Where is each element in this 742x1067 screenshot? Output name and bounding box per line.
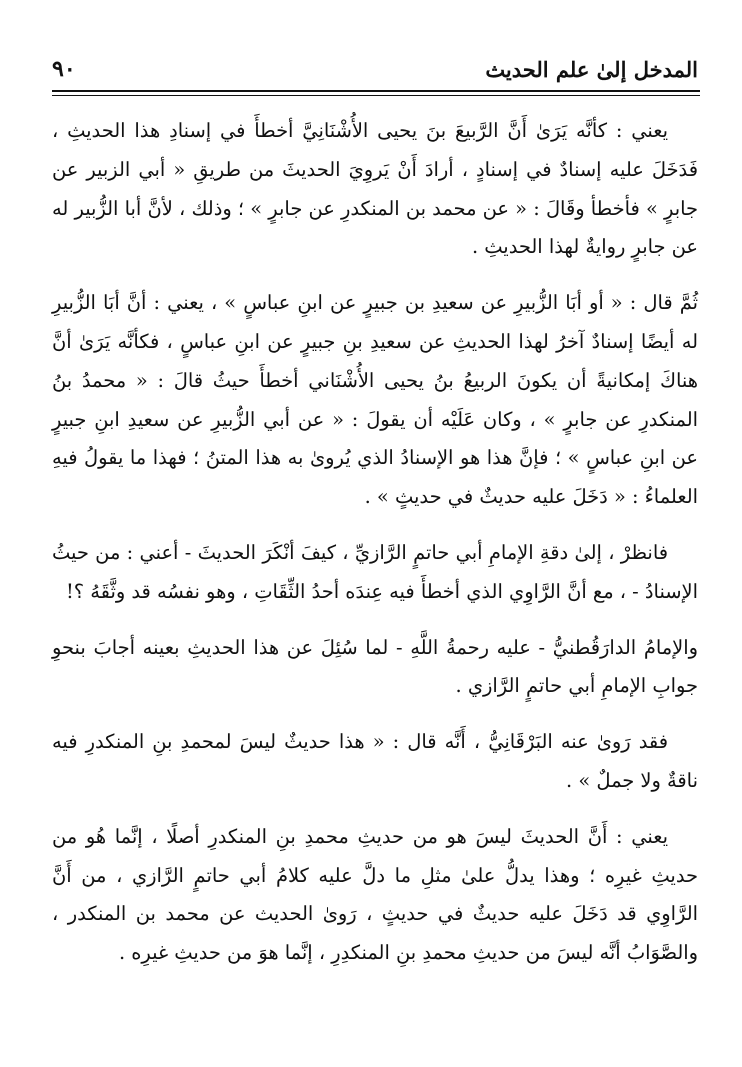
page-body (52, 112, 698, 990)
header-rule-thick (52, 90, 700, 92)
paragraph-3: فانظرْ ، إلىٰ دقةِ الإمامِ أبي حاتمٍ الرَّازيِّ ، كيفَ أنْكَرَ الحديثَ - أعني : من حيثُ الإسنادُ - ، مع أنَّ الرَّاوِي الذي أخطأَ فيه عِندَه أحدُ الثِّقَاتِ ، وهو نفسُه قد وثَّقَهُ ؟! (52, 540, 698, 603)
paragraph-5: فقد رَوىٰ عنه البَرْقَانِيُّ ، أَنَّه قال : « هذا حديثٌ ليسَ لمحمدِ بنِ المنكدرِ فيه ناقةٌ ولا جملٌ » . (52, 730, 698, 792)
paragraph-4: والإمامُ الدارَقُطنيُّ - عليه رحمةُ اللَّهِ - لما سُئِلَ عن هذا الحديثِ بعينه أجابَ بنحوِ جوابِ الإمامِ أبي حاتمٍ الرَّازي . (52, 635, 698, 698)
page-number: ٩٠ (52, 56, 76, 82)
header-rule-thin (52, 95, 700, 96)
paragraph-6: يعني : أَنَّ الحديثَ ليسَ هو من حديثِ محمدِ بنِ المنكدرِ أصلًا ، إنَّما هُو من حديثِ غيرِه ؛ وهذا يدلُّ علىٰ مثلِ ما دلَّ عليه كلامُ أبي حاتمٍ الرَّازي ، من أَنَّ الرَّاوِي قد دَخَلَ عليه حديثٌ في حديثٍ ، رَوىٰ الحديث عن محمد بن المنكدر ، والصَّوَابُ أنَّه ليسَ من حديثِ محمدِ بنِ المنكدِرِ ، إنَّما هوَ من حديثِ غيرِه . (52, 824, 698, 965)
header-title: المدخل إلىٰ علم الحديث (485, 56, 698, 82)
paragraph-1: يعني : كأنَّه يَرَىٰ أَنَّ الرَّبيعَ بنَ يحيى الأُشْنَانِيَّ أخطأَ في إسنادِ هذا الحديثِ ، فَدَخَلَ عليه إسنادٌ في إسنادٍ ، أرادَ أَنْ يَروِيَ الحديثَ من طريقِ « أبي الزبير عن جابرٍ » فأخطأ وقَالَ : « عن محمد بن المنكدرِ عن جابرٍ » ؛ وذلك ، لأنَّ أبا الزُّبير له عن جابرٍ روايةٌ لهذا الحديثِ . (52, 119, 698, 259)
running-header (52, 48, 698, 90)
paragraph-2: ثُمَّ قال : « أو أبَا الزُّبيرِ عن سعيدِ بن جبيرٍ عن ابنِ عباسٍ » ، يعني : أنَّ أبَا الزُّبيرِ له أيضًا إسنادٌ آخرُ لهذا الحديثِ عن سعيدِ بنِ جبيرٍ عن ابنِ عباسٍ ، فكأنَّه يَرَىٰ أنَّ هناكَ إمكانيةً أن يكونَ الربيعُ بنُ يحيى الأُشْنَاني أخطأَ حيثُ قالَ : « محمدُ بنُ المنكدرِ عن جابرٍ » ، وكان عَلَيْه أن يقولَ : « عن أبي الزُّبيرِ عن سعيدِ ابنِ جبيرٍ عن ابنِ عباسٍ » ؛ فإنَّ هذا هو الإسنادُ الذي يُروىٰ به هذا المتنُ ؛ فهذا ما يقولُ فيهِ العلماءُ : « دَخَلَ عليه حديثٌ في حديثٍ » . (52, 291, 698, 509)
